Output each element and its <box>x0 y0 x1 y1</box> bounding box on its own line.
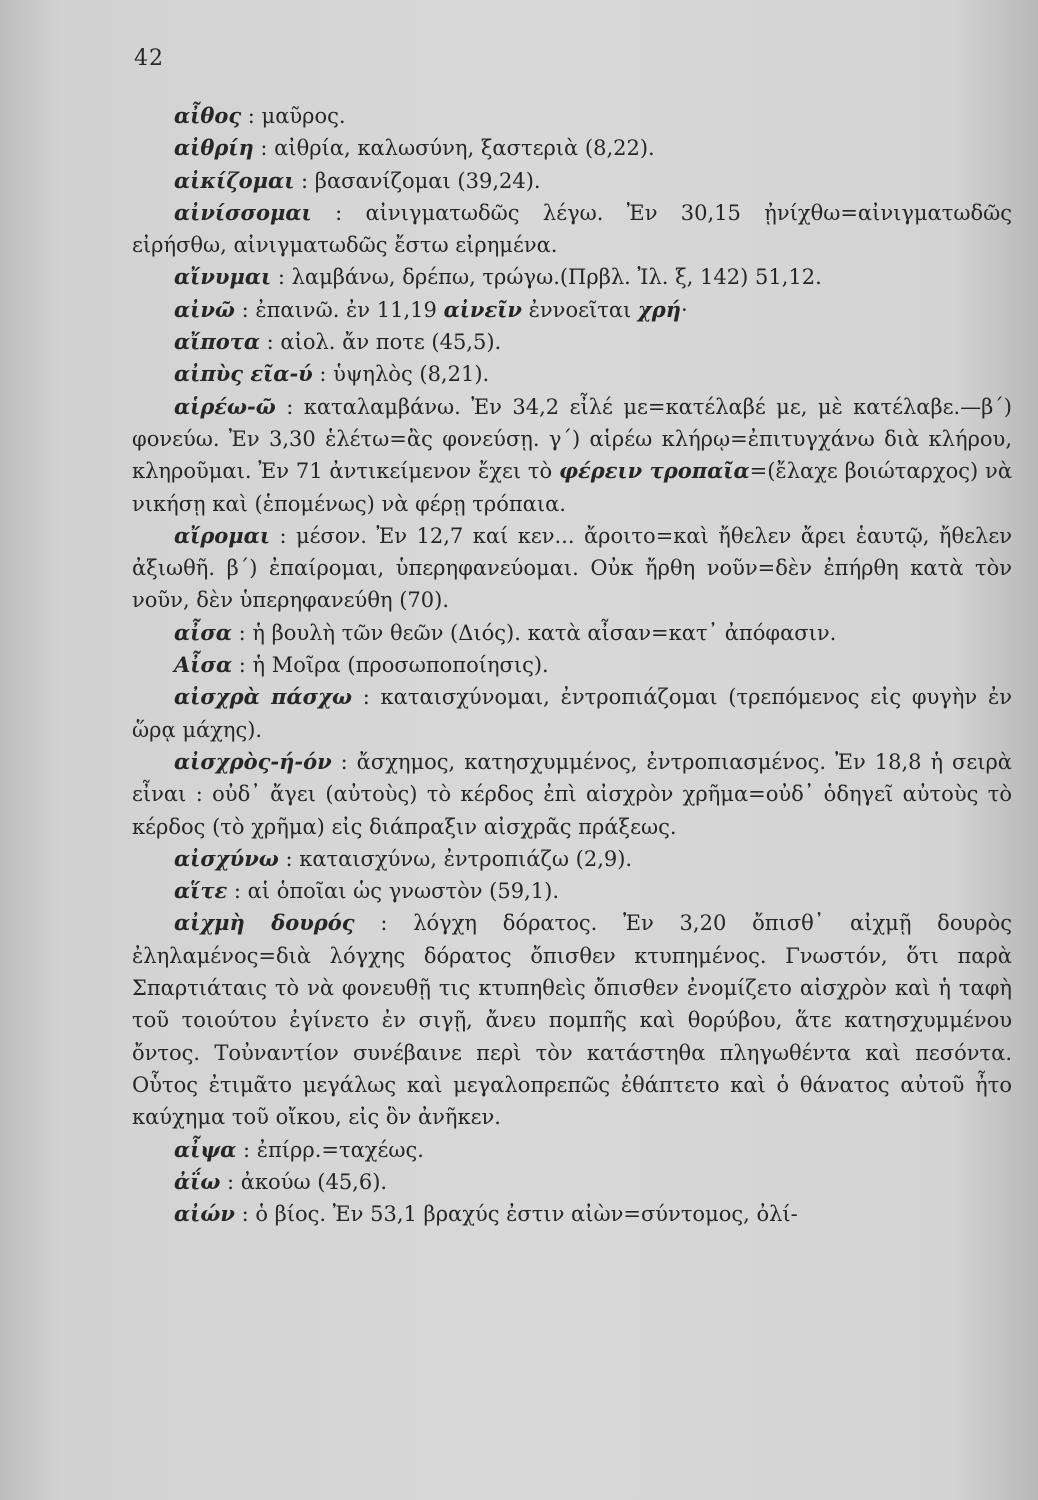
dictionary-entry <box>132 1134 1012 1166</box>
entry-headword: αἰχμὴ δουρός <box>174 910 355 936</box>
entry-definition: : ὁ βίος. Ἐν 53,1 βραχύς ἐστιν αἰὼν=σύντομος, ὀλί- <box>234 1202 798 1227</box>
entry-definition: : ἄσχημος, κατησχυμμένος, ἐντροπιασμένος. Ἐν 18,8 ἡ σειρὰ εἶναι : οὐδ᾿ ἄγει (αὐτοὺς) τὸ κέρδος ἐπὶ αἰσχρὸν χρῆμα=οὐδ᾿ ὁδηγεῖ αὐτοὺς τὸ κέρδος (τὸ χρῆμα) εἰς διάπραξιν αἰσχρᾶς πράξεως. <box>132 749 1012 839</box>
dictionary-entry <box>132 326 1012 358</box>
entry-headword: αἵτε <box>174 878 228 904</box>
entry-headword: αἰκίζομαι <box>174 167 295 193</box>
dictionary-entry <box>132 1166 1012 1198</box>
dictionary-entry <box>132 520 1012 617</box>
dictionary-entry <box>132 261 1012 293</box>
dictionary-entry <box>132 358 1012 390</box>
entry-definition: : καταισχύνομαι, ἐντροπιάζομαι (τρεπόμενος εἰς φυγὴν ἐν ὥρᾳ μάχης). <box>132 685 1012 742</box>
dictionary-entry <box>132 294 1012 326</box>
dictionary-entry <box>132 1198 1012 1230</box>
entry-definition: : λαμβάνω, δρέπω, τρώγω.(Πρβλ. Ἰλ. ξ, 142) 51,12. <box>271 265 822 290</box>
entry-headword: αἶσα <box>174 619 232 645</box>
entry-definition: : ἡ Μοῖρα (προσωποποίησις). <box>232 653 549 678</box>
entry-definition: : ἐπίρρ.=ταχέως. <box>236 1137 424 1162</box>
dictionary-entry <box>132 681 1012 746</box>
entry-headword: ἀΐω <box>174 1168 221 1194</box>
entry-definition: : καταισχύνω, ἐντροπιάζω (2,9). <box>278 846 633 871</box>
entry-definition: : βασανίζομαι (39,24). <box>294 168 541 193</box>
entry-definition: : αἱ ὁποῖαι ὡς γνωστὸν (59,1). <box>227 879 560 904</box>
entry-definition: : λόγχη δόρατος. Ἐν 3,20 ὄπισθ᾿ αἰχμῇ δουρὸς ἐληλαμένος=διὰ λόγχης δόρατος ὄπισθεν κτυπημένος. Γνωστόν, ὅτι παρὰ Σπαρτιάταις τὸ νὰ φονευθῇ τις κτυπηθεὶς ὄπισθεν ἐνομίζετο αἰσχρὸν καὶ ἡ ταφὴ τοῦ τοιούτου ἐγίνετο ἐν σιγῇ, ἄνευ πομπῆς καὶ θορύβου, ἅτε κατησχυμμένου ὄντος. Τοὐναντίον συνέβαινε περὶ τὸν κατάστηθα πληγωθέντα καὶ πεσόντα. Οὗτος ἐτιμᾶτο μεγάλως καὶ μεγαλοπρεπῶς ἐθάπτετο καὶ ὁ θάνατος αὐτοῦ ἦτο καύχημα τοῦ οἴκου, εἰς ὃν ἀνῆκεν. <box>132 911 1012 1130</box>
entry-definition: : αἰολ. ἄν ποτε (45,5). <box>260 330 502 355</box>
entry-headword: αἴνυμαι <box>174 264 272 290</box>
entry-definition: : ὑψηλὸς (8,21). <box>312 362 490 387</box>
dictionary-entry <box>132 746 1012 843</box>
entry-emphasis: χρή <box>637 296 681 322</box>
entry-definition: : αἰνιγματωδῶς λέγω. Ἐν 30,15 ᾐνίχθω=αἰνιγματωδῶς εἰρήσθω, αἰνιγματωδῶς ἔστω εἰρημένα. <box>132 200 1012 258</box>
dictionary-entry <box>132 132 1012 164</box>
entry-headword: αἰνίσσομαι <box>174 199 312 225</box>
entry-emphasis: αἰνεῖν <box>443 296 522 322</box>
dictionary-entry <box>132 100 1012 132</box>
entry-definition: : αἰθρία, καλωσύνη, ξαστεριὰ (8,22). <box>253 136 655 161</box>
entry-definition: : μαῦρος. <box>241 104 346 128</box>
entry-emphasis: φέρειν τροπαῖα <box>558 458 750 484</box>
entry-headword: αἰπὺς εῖα-ύ <box>174 361 313 387</box>
entry-headword: Αἶσα <box>174 652 233 678</box>
dictionary-entry <box>132 617 1012 649</box>
entry-headword: αἰσχρὰ πάσχω <box>174 684 352 710</box>
dictionary-entry <box>132 843 1012 875</box>
entry-headword: αἱρέω-ῶ <box>174 393 276 419</box>
entry-headword: αἶθος <box>174 103 242 128</box>
entry-definition: : ἀκούω (45,6). <box>220 1169 388 1194</box>
entry-headword: αἴποτα <box>174 329 260 355</box>
entry-definition-cont: · <box>680 297 688 322</box>
entry-definition: : ἡ βουλὴ τῶν θεῶν (Διός). κατὰ αἶσαν=κατ᾿ ἀπόφασιν. <box>231 620 837 645</box>
entry-headword: αἰσχρὸς-ή-όν <box>174 748 332 774</box>
entry-definition: : καταλαμβάνω. Ἐν 34,2 εἶλέ με=κατέλαβέ με, μὲ κατέλαβε.—β΄) φονεύω. Ἐν 3,30 ἑλέτω=ἂς φονεύσῃ. γ΄) αἱρέω κλήρῳ=ἐπιτυγχάνω διὰ κλήρου, κληροῦμαι. Ἐν 71 ἀντικείμενον ἔχει τὸ <box>132 394 1012 484</box>
dictionary-entry <box>132 391 1012 520</box>
entry-headword: αἴρομαι <box>174 522 270 548</box>
dictionary-text <box>132 100 1012 1230</box>
dictionary-entry <box>132 649 1012 681</box>
entry-headword: αἰών <box>174 1201 235 1227</box>
dictionary-entry <box>132 197 1012 262</box>
page-number: 42 <box>134 46 164 71</box>
dictionary-entry <box>132 165 1012 197</box>
entry-definition-cont: =(ἔλαχε βοιώταρχος) νὰ νικήσῃ καὶ (ἑπομένως) νὰ φέρῃ τρόπαια. <box>132 459 1013 516</box>
entry-headword: αἰνῶ <box>174 296 235 322</box>
dictionary-entry <box>132 875 1012 907</box>
dictionary-entry <box>132 907 1012 1133</box>
entry-definition: : μέσον. Ἐν 12,7 καί κεν... ἄροιτο=καὶ ἤθελεν ἄρει ἑαυτῷ, ἤθελεν ἀξιωθῆ. β΄) ἐπαίρομαι, ὑπερηφανεύομαι. Οὐκ ἤρθη νοῦν=δὲν ἐπήρθη κατὰ τὸν νοῦν, δὲν ὑπερηφανεύθη (70). <box>132 523 1012 613</box>
entry-headword: αἰθρίη <box>174 135 254 161</box>
entry-headword: αἶψα <box>174 1136 237 1162</box>
entry-definition: : ἐπαινῶ. ἐν 11,19 <box>234 297 444 322</box>
entry-definition-cont: ἐννοεῖται <box>521 297 638 322</box>
entry-headword: αἰσχύνω <box>174 845 279 871</box>
